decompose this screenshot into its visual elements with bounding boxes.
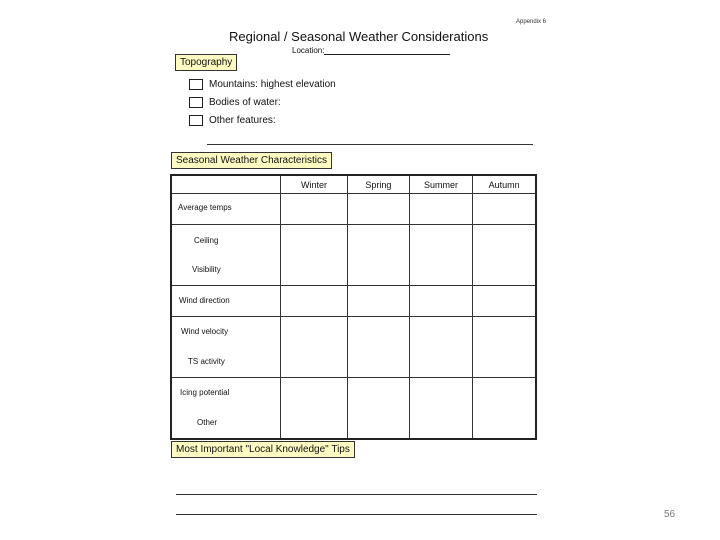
table-cell[interactable]: [347, 225, 409, 286]
row-label-visibility: Visibility: [192, 265, 221, 274]
other-features-line[interactable]: [207, 144, 533, 145]
row-label-wind-velocity: Wind velocity: [181, 327, 229, 336]
table-cell[interactable]: [409, 194, 473, 225]
table-cell[interactable]: [409, 317, 473, 378]
row-label-ts-activity: TS activity: [188, 357, 225, 366]
mountains-label: Mountains: highest elevation: [209, 79, 336, 90]
table-cell[interactable]: [409, 286, 473, 317]
table-cell[interactable]: [347, 378, 409, 440]
other-features-checkbox[interactable]: [189, 115, 203, 126]
table-header-row: [171, 175, 536, 194]
header-spring: Spring: [347, 175, 409, 194]
table-cell[interactable]: [347, 194, 409, 225]
row-label-cell: [171, 194, 281, 225]
topography-item-mountains: [189, 79, 336, 90]
row-label-cell: [171, 378, 281, 440]
table-cell[interactable]: [281, 317, 348, 378]
table-cell[interactable]: [281, 286, 348, 317]
row-label-cell: [171, 225, 281, 286]
table-cell[interactable]: [473, 194, 536, 225]
row-label-cell: [171, 286, 281, 317]
water-checkbox[interactable]: [189, 97, 203, 108]
tips-line-2[interactable]: [176, 514, 537, 515]
location-field[interactable]: [292, 46, 450, 55]
header-blank: [171, 175, 281, 194]
table-cell[interactable]: [473, 286, 536, 317]
table-row: [171, 378, 536, 440]
table-cell[interactable]: [347, 286, 409, 317]
topography-item-other: [189, 115, 276, 126]
row-label-wind-direction: Wind direction: [179, 296, 230, 305]
table-cell[interactable]: [473, 225, 536, 286]
seasonal-weather-table: [170, 174, 537, 440]
page-number: 56: [664, 509, 676, 520]
header-winter: Winter: [281, 175, 348, 194]
header-summer: Summer: [409, 175, 473, 194]
seasonal-heading: Seasonal Weather Characteristics: [171, 152, 332, 169]
table-cell[interactable]: [281, 194, 348, 225]
table-cell[interactable]: [409, 378, 473, 440]
table-cell[interactable]: [281, 225, 348, 286]
location-input-line[interactable]: [324, 46, 450, 55]
topography-item-water: [189, 97, 281, 108]
water-label: Bodies of water:: [209, 97, 281, 108]
tips-heading: Most Important "Local Knowledge" Tips: [171, 441, 355, 458]
page-title: Regional / Seasonal Weather Considerations: [229, 29, 489, 44]
table-row: [171, 194, 536, 225]
table-cell[interactable]: [473, 378, 536, 440]
row-label-icing-potential: Icing potential: [180, 388, 230, 397]
tips-line-1[interactable]: [176, 494, 537, 495]
row-label-ceiling: Ceiling: [194, 236, 219, 245]
table-row: [171, 286, 536, 317]
header-autumn: Autumn: [473, 175, 536, 194]
table-cell[interactable]: [347, 317, 409, 378]
mountains-checkbox[interactable]: [189, 79, 203, 90]
row-label-other: Other: [197, 418, 218, 427]
table-row: [171, 317, 536, 378]
appendix-label: Appendix 6: [516, 19, 547, 25]
table-cell[interactable]: [281, 378, 348, 440]
table-cell[interactable]: [473, 317, 536, 378]
row-label-average-temps: Average temps: [178, 203, 232, 212]
other-features-label: Other features:: [209, 115, 276, 126]
table-cell[interactable]: [409, 225, 473, 286]
table-row: [171, 225, 536, 286]
row-label-cell: [171, 317, 281, 378]
topography-heading: Topography: [175, 54, 237, 71]
location-label: Location:: [292, 46, 325, 55]
